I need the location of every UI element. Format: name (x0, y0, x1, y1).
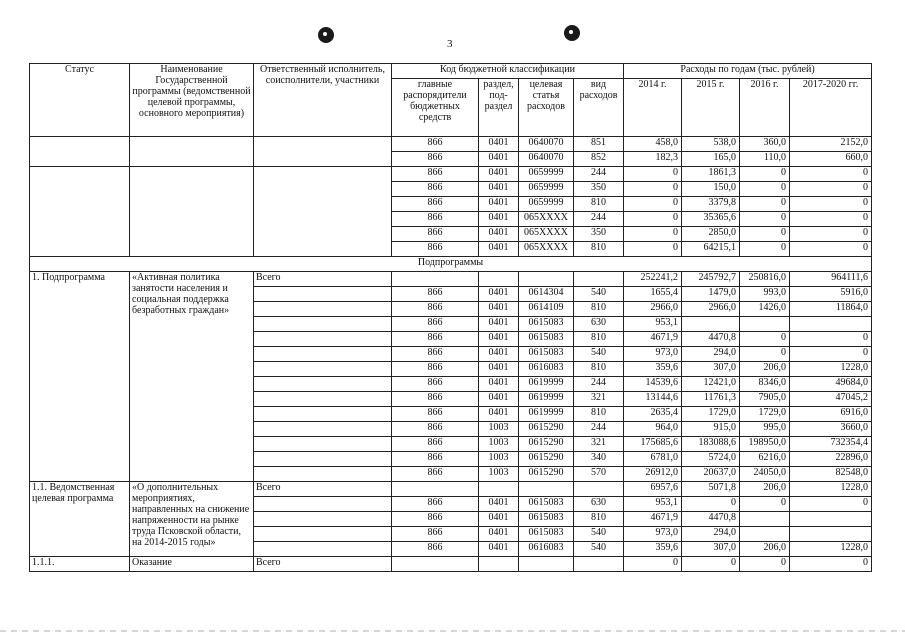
table-cell: 0 (740, 167, 790, 182)
table-cell: 165,0 (682, 152, 740, 167)
table-cell: 810 (574, 362, 624, 377)
table-row (30, 557, 872, 572)
table-cell: 810 (574, 512, 624, 527)
table-cell: 570 (574, 467, 624, 482)
table-cell (574, 482, 624, 497)
table-cell: 0614304 (519, 287, 574, 302)
table-cell (479, 272, 519, 287)
table-cell: 0 (790, 212, 872, 227)
table-cell: 1861,3 (682, 167, 740, 182)
table-cell: 0616083 (519, 362, 574, 377)
table-cell: 866 (392, 422, 479, 437)
table-cell (254, 422, 392, 437)
table-cell (682, 317, 740, 332)
table-cell: 13144,6 (624, 392, 682, 407)
table-cell (254, 377, 392, 392)
table-cell (392, 557, 479, 572)
table-cell: 64215,1 (682, 242, 740, 257)
table-cell: 11864,0 (790, 302, 872, 317)
table-cell: 0615290 (519, 467, 574, 482)
table-cell: 0 (790, 182, 872, 197)
table-cell (790, 317, 872, 332)
table-cell: 1729,0 (740, 407, 790, 422)
table-cell: 0401 (479, 227, 519, 242)
table-cell: 0640070 (519, 152, 574, 167)
table-cell: 22896,0 (790, 452, 872, 467)
table-cell: 0401 (479, 167, 519, 182)
table-cell: 11761,3 (682, 392, 740, 407)
table-cell (130, 167, 254, 257)
table-cell: 8346,0 (740, 377, 790, 392)
table-cell: 206,0 (740, 482, 790, 497)
table-cell: 3660,0 (790, 422, 872, 437)
table-cell: 866 (392, 227, 479, 242)
table-cell: 1729,0 (682, 407, 740, 422)
table-cell: 0401 (479, 182, 519, 197)
table-cell: 0401 (479, 152, 519, 167)
table-cell: 244 (574, 167, 624, 182)
header-name: Наименование Государственной программы (ведомственной целевой программы, основного мероприятия) (130, 64, 254, 137)
table-cell: 244 (574, 212, 624, 227)
table-cell: 182,3 (624, 152, 682, 167)
table-cell: 0 (740, 332, 790, 347)
table-cell: 1003 (479, 437, 519, 452)
table-cell: 4671,9 (624, 332, 682, 347)
table-cell: 6781,0 (624, 452, 682, 467)
table-cell: 5724,0 (682, 452, 740, 467)
table-cell: 2966,0 (682, 302, 740, 317)
table-cell: 866 (392, 302, 479, 317)
table-row (30, 167, 872, 182)
table-cell: 0659999 (519, 197, 574, 212)
table-cell: 294,0 (682, 347, 740, 362)
table-cell: 1003 (479, 467, 519, 482)
table-cell: 0659999 (519, 167, 574, 182)
table-cell (130, 137, 254, 167)
table-cell (254, 392, 392, 407)
binder-hole-left (318, 27, 334, 43)
table-cell: 0615083 (519, 332, 574, 347)
table-cell: 0615083 (519, 512, 574, 527)
table-cell (740, 512, 790, 527)
table-cell: 350 (574, 182, 624, 197)
table-cell: 866 (392, 167, 479, 182)
table-cell: 0615290 (519, 452, 574, 467)
table-cell: 3379,8 (682, 197, 740, 212)
table-cell (254, 137, 392, 167)
table-cell: 183088,6 (682, 437, 740, 452)
table-cell: 2152,0 (790, 137, 872, 152)
table-cell: 0401 (479, 347, 519, 362)
table-cell: 0401 (479, 197, 519, 212)
table-cell: 0 (682, 497, 740, 512)
table-cell: 0401 (479, 242, 519, 257)
table-cell: 14539,6 (624, 377, 682, 392)
table-cell: 0401 (479, 407, 519, 422)
table-cell: 0401 (479, 212, 519, 227)
table-cell (254, 542, 392, 557)
header-section: раздел, под-раздел (479, 79, 519, 137)
table-cell: 540 (574, 527, 624, 542)
table-cell: 359,6 (624, 542, 682, 557)
total-label: Всего (254, 482, 392, 497)
table-cell: 866 (392, 137, 479, 152)
table-cell: 47045,2 (790, 392, 872, 407)
table-cell (392, 272, 479, 287)
table-cell (30, 137, 130, 167)
section-title: Подпрограммы (30, 257, 872, 272)
table-cell (574, 557, 624, 572)
table-cell: 866 (392, 437, 479, 452)
table-row (30, 482, 872, 497)
table-cell: 0 (740, 242, 790, 257)
table-cell: 0 (740, 182, 790, 197)
table-cell: 866 (392, 287, 479, 302)
table-cell: 0 (624, 227, 682, 242)
table-cell: 0 (624, 212, 682, 227)
table-cell: 0 (790, 227, 872, 242)
table-cell: 307,0 (682, 362, 740, 377)
table-cell: 866 (392, 242, 479, 257)
header-2015: 2015 г. (682, 79, 740, 137)
table-cell: 1479,0 (682, 287, 740, 302)
table-cell: 360,0 (740, 137, 790, 152)
table-cell: 0401 (479, 542, 519, 557)
table-cell: 350 (574, 227, 624, 242)
table-cell (392, 482, 479, 497)
table-cell: 866 (392, 347, 479, 362)
table-cell: 973,0 (624, 527, 682, 542)
table-cell: 0401 (479, 392, 519, 407)
table-cell: 810 (574, 302, 624, 317)
table-cell: 810 (574, 407, 624, 422)
table-cell: 0401 (479, 512, 519, 527)
subprogram-name: «Активная политика занятости населения и социальная поддержка безработных граждан» (130, 272, 254, 482)
table-cell: 321 (574, 392, 624, 407)
table-cell: 065XXXX (519, 242, 574, 257)
table-cell: 0615083 (519, 317, 574, 332)
table-cell: 359,6 (624, 362, 682, 377)
table-cell (519, 482, 574, 497)
table-cell: 866 (392, 392, 479, 407)
table-cell: 964,0 (624, 422, 682, 437)
table-cell: 732354,4 (790, 437, 872, 452)
table-cell: 206,0 (740, 362, 790, 377)
table-cell: 810 (574, 242, 624, 257)
table-cell: 866 (392, 512, 479, 527)
table-cell (254, 302, 392, 317)
table-row (30, 137, 872, 152)
table-cell: 866 (392, 332, 479, 347)
table-cell: 1655,4 (624, 287, 682, 302)
subprogram-status: 1. Подпрограмма (30, 272, 130, 482)
table-cell: 995,0 (740, 422, 790, 437)
table-cell: 0 (790, 167, 872, 182)
table-cell: 540 (574, 287, 624, 302)
table-cell: 0 (790, 497, 872, 512)
table-cell: 340 (574, 452, 624, 467)
table-cell: 866 (392, 452, 479, 467)
table-cell: 2850,0 (682, 227, 740, 242)
table-cell: 206,0 (740, 542, 790, 557)
table-cell: 198950,0 (740, 437, 790, 452)
table-cell: 0401 (479, 332, 519, 347)
table-cell (254, 467, 392, 482)
table-cell: 82548,0 (790, 467, 872, 482)
table-cell: 0 (790, 332, 872, 347)
table-cell: 0615290 (519, 422, 574, 437)
table-cell: 1228,0 (790, 542, 872, 557)
table-cell: 866 (392, 467, 479, 482)
table-cell: 0640070 (519, 137, 574, 152)
table-cell: 1228,0 (790, 362, 872, 377)
table-cell: 866 (392, 182, 479, 197)
table-cell: 866 (392, 197, 479, 212)
table-cell: 1003 (479, 422, 519, 437)
table-cell: 4671,9 (624, 512, 682, 527)
table-cell: 0 (740, 212, 790, 227)
table-cell: 0 (682, 557, 740, 572)
table-cell: 993,0 (740, 287, 790, 302)
header-2014: 2014 г. (624, 79, 682, 137)
table-cell: 065XXXX (519, 212, 574, 227)
table-cell: 110,0 (740, 152, 790, 167)
table-cell: 0 (624, 197, 682, 212)
table-cell: 630 (574, 317, 624, 332)
table-cell: 0 (740, 497, 790, 512)
table-cell: 0659999 (519, 182, 574, 197)
table-cell: 1003 (479, 452, 519, 467)
table-cell: 0401 (479, 317, 519, 332)
table-cell: 0 (790, 197, 872, 212)
table-cell: 0614109 (519, 302, 574, 317)
table-cell: 250816,0 (740, 272, 790, 287)
table-cell (30, 167, 130, 257)
table-cell: 866 (392, 152, 479, 167)
table-cell: 0401 (479, 362, 519, 377)
header-target: целевая статья расходов (519, 79, 574, 137)
table-cell: 538,0 (682, 137, 740, 152)
table-cell (519, 557, 574, 572)
table-cell: 866 (392, 317, 479, 332)
table-cell: 0 (740, 557, 790, 572)
header-status: Статус (30, 64, 130, 137)
table-cell: 6216,0 (740, 452, 790, 467)
table-cell: 0 (740, 227, 790, 242)
table-cell (254, 437, 392, 452)
table-cell: 866 (392, 497, 479, 512)
table-cell: 20637,0 (682, 467, 740, 482)
table-cell: 252241,2 (624, 272, 682, 287)
table-cell: 12421,0 (682, 377, 740, 392)
table-cell: 175685,6 (624, 437, 682, 452)
table-cell (254, 512, 392, 527)
table-cell: 660,0 (790, 152, 872, 167)
table-cell: 244 (574, 422, 624, 437)
table-cell: 0401 (479, 287, 519, 302)
table-cell: 294,0 (682, 527, 740, 542)
table-cell: 0 (790, 242, 872, 257)
table-cell: 0 (624, 242, 682, 257)
table-cell: 2635,4 (624, 407, 682, 422)
total-label: Всего (254, 272, 392, 287)
vcp-name: «О дополнительных мероприятиях, направленных на снижение напряженности на рынке труда Псковской области, на 2014-2015 годы» (130, 482, 254, 557)
table-cell: 150,0 (682, 182, 740, 197)
budget-table (29, 63, 872, 572)
table-cell: 245792,7 (682, 272, 740, 287)
table-cell: 0401 (479, 302, 519, 317)
header-grbs: главные распорядители бюджетных средств (392, 79, 479, 137)
table-cell: 0401 (479, 137, 519, 152)
table-cell: 866 (392, 542, 479, 557)
table-cell: 6916,0 (790, 407, 872, 422)
table-cell: 24050,0 (740, 467, 790, 482)
table-cell (790, 527, 872, 542)
table-cell: 5071,8 (682, 482, 740, 497)
table-cell: 35365,6 (682, 212, 740, 227)
table-cell: 26912,0 (624, 467, 682, 482)
binder-hole-right (564, 25, 580, 41)
table-cell (519, 272, 574, 287)
table-cell: 0401 (479, 497, 519, 512)
table-cell (254, 287, 392, 302)
table-cell (254, 452, 392, 467)
table-cell: 4470,8 (682, 512, 740, 527)
table-cell: 1228,0 (790, 482, 872, 497)
table-cell: 540 (574, 542, 624, 557)
item-name: Оказание (130, 557, 254, 572)
table-cell: 866 (392, 407, 479, 422)
table-cell: 0615083 (519, 497, 574, 512)
table-cell: 0 (740, 197, 790, 212)
header-2017-2020: 2017-2020 гг. (790, 79, 872, 137)
table-cell (254, 362, 392, 377)
table-cell (740, 527, 790, 542)
table-cell: 0615083 (519, 347, 574, 362)
table-cell: 0 (624, 182, 682, 197)
page-number: 3 (447, 38, 453, 50)
table-cell (254, 167, 392, 257)
table-cell: 0619999 (519, 407, 574, 422)
table-cell: 0 (624, 557, 682, 572)
header-type: вид расходов (574, 79, 624, 137)
table-cell: 0619999 (519, 377, 574, 392)
table-cell (254, 407, 392, 422)
table-cell: 866 (392, 362, 479, 377)
table-cell: 0 (790, 347, 872, 362)
table-cell: 953,1 (624, 497, 682, 512)
table-cell: 866 (392, 527, 479, 542)
table-cell: 866 (392, 212, 479, 227)
header-budget-code: Код бюджетной классификации (392, 64, 624, 79)
table-cell: 0615290 (519, 437, 574, 452)
table-row (30, 272, 872, 287)
table-cell: 458,0 (624, 137, 682, 152)
item-status: 1.1.1. (30, 557, 130, 572)
table-cell: 851 (574, 137, 624, 152)
table-cell: 2966,0 (624, 302, 682, 317)
table-cell: 7905,0 (740, 392, 790, 407)
header-expenses: Расходы по годам (тыс. рублей) (624, 64, 872, 79)
table-cell: 5916,0 (790, 287, 872, 302)
table-cell (574, 272, 624, 287)
table-cell: 307,0 (682, 542, 740, 557)
total-label: Всего (254, 557, 392, 572)
table-cell: 810 (574, 332, 624, 347)
table-cell: 630 (574, 497, 624, 512)
table-cell: 0401 (479, 377, 519, 392)
table-cell: 0 (740, 347, 790, 362)
table-cell: 065XXXX (519, 227, 574, 242)
table-cell: 0401 (479, 527, 519, 542)
table-cell: 244 (574, 377, 624, 392)
header-2016: 2016 г. (740, 79, 790, 137)
table-cell: 0 (790, 557, 872, 572)
table-cell: 953,1 (624, 317, 682, 332)
table-cell: 540 (574, 347, 624, 362)
table-cell: 866 (392, 377, 479, 392)
table-cell (790, 512, 872, 527)
table-cell: 852 (574, 152, 624, 167)
table-row (30, 257, 872, 272)
table-cell: 321 (574, 437, 624, 452)
table-cell: 810 (574, 197, 624, 212)
table-cell (254, 317, 392, 332)
table-cell (479, 557, 519, 572)
table-cell: 973,0 (624, 347, 682, 362)
table-cell: 0 (624, 167, 682, 182)
table-cell (254, 332, 392, 347)
table-cell (254, 497, 392, 512)
table-cell: 49684,0 (790, 377, 872, 392)
scan-artifact (0, 630, 905, 632)
table-cell (740, 317, 790, 332)
header-executor: Ответственный исполнитель, соисполнители, участники (254, 64, 392, 137)
vcp-status: 1.1. Ведомственная целевая программа (30, 482, 130, 557)
table-cell: 0615083 (519, 527, 574, 542)
table-cell: 4470,8 (682, 332, 740, 347)
table-cell (254, 527, 392, 542)
table-cell: 1426,0 (740, 302, 790, 317)
table-cell: 0616083 (519, 542, 574, 557)
table-cell: 0619999 (519, 392, 574, 407)
table-cell (479, 482, 519, 497)
table-cell: 915,0 (682, 422, 740, 437)
table-cell: 964111,6 (790, 272, 872, 287)
table-cell: 6957,6 (624, 482, 682, 497)
table-cell (254, 347, 392, 362)
